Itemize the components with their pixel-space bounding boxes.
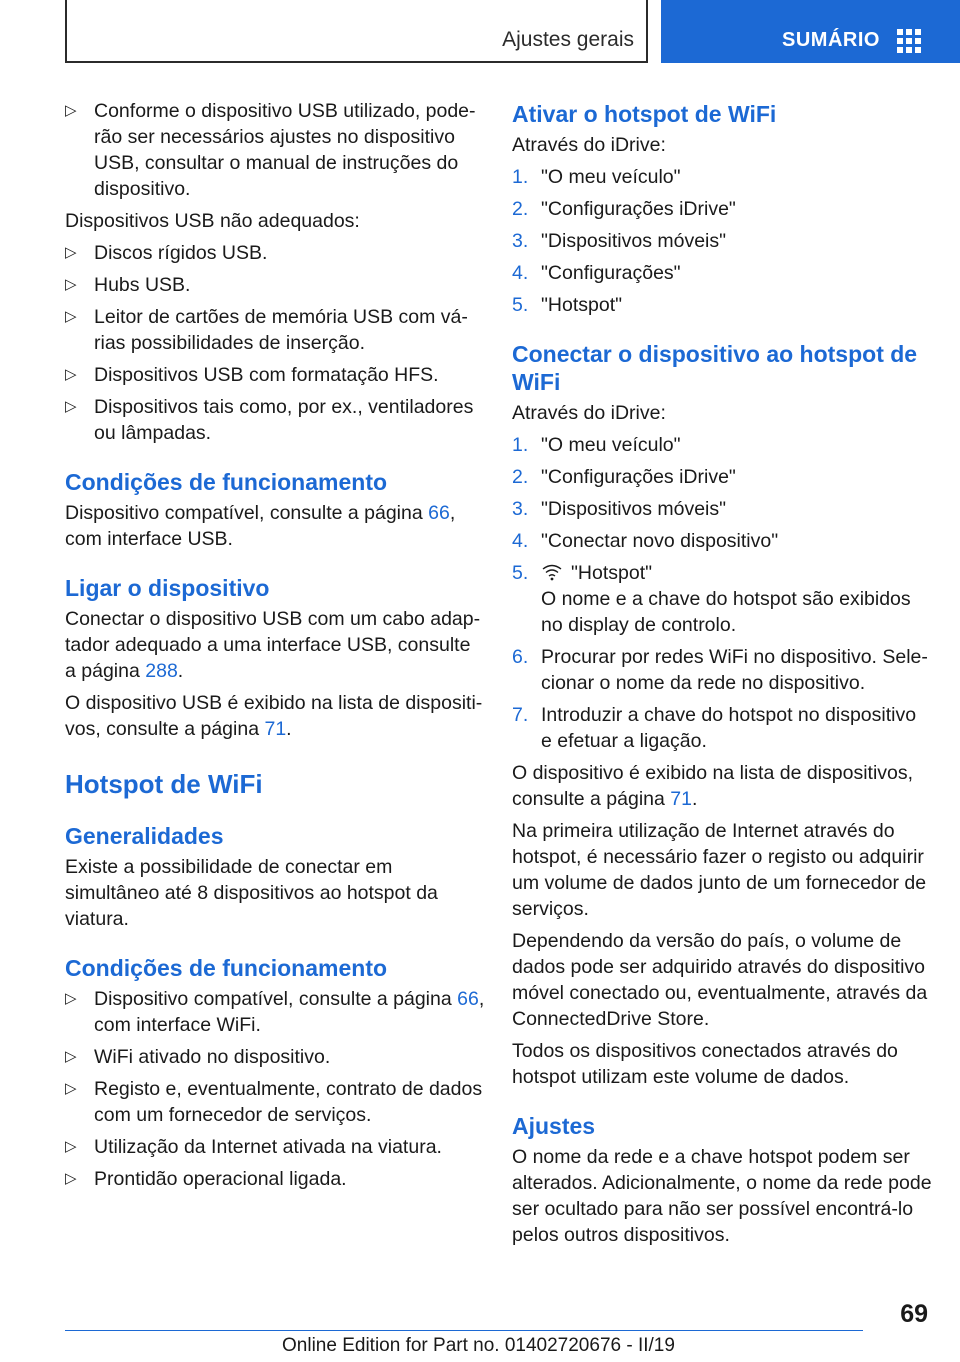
- list-item: 4. "Conectar novo dispositivo": [512, 530, 779, 552]
- bullet-triangle-icon: ▷: [65, 244, 77, 261]
- wifi-conditions-list: [65, 986, 485, 1192]
- step-number: 1.: [512, 166, 529, 188]
- step-number: 1.: [512, 434, 529, 456]
- hotspot-heading: Hotspot de WiFi: [65, 769, 263, 799]
- first-use-text: Na primeira utilização de Internet através do hotspot, é necessário fazer o registo ou adquirir um volume de dados junto de um fornecedor de serviços.: [512, 820, 927, 920]
- connect-hotspot-heading: Conectar o dispositivo ao hotspot de WiFi: [512, 341, 918, 395]
- step-number: 2.: [512, 466, 529, 488]
- left-column: [65, 98, 485, 1198]
- step-number: 4.: [512, 262, 529, 284]
- list-item: ▷ Dispositivos tais como, por ex., ventiladores ou lâmpadas.: [65, 396, 474, 444]
- page-number: 69: [900, 1300, 928, 1328]
- step-number: 3.: [512, 498, 529, 520]
- list-item: ▷ Prontidão operacional ligada.: [65, 1168, 347, 1190]
- page-link-66[interactable]: 66: [457, 988, 479, 1010]
- all-devices-text: Todos os dispositivos conectados através do hotspot utilizam este volume de dados.: [512, 1040, 898, 1088]
- summary-button[interactable]: [661, 0, 960, 63]
- country-text: Dependendo da versão do país, o volume de dados pode ser adquirido através do dispositivo móvel conectado ou, eventualmente, através da ConnectedDrive Store.: [512, 930, 928, 1030]
- list-item: ▷ Conforme o dispositivo USB utilizado, poderão ser necessários ajustes no dispositivo USB, consultar o manual de instruções do dispositivo.: [65, 100, 476, 200]
- page-link-66[interactable]: 66: [428, 502, 450, 524]
- list-item: ▷ Dispositivo compatível, consulte a página 66, com interface WiFi.: [65, 988, 485, 1036]
- settings-heading: Ajustes: [512, 1113, 596, 1139]
- bullet-triangle-icon: ▷: [65, 366, 77, 383]
- step-number: 5.: [512, 562, 529, 584]
- step-number: 3.: [512, 230, 529, 252]
- connect-device-text: Conectar o dispositivo USB com um cabo adaptador adequado a uma interface USB, consulte a página 288.: [65, 608, 481, 682]
- bullet-triangle-icon: ▷: [65, 398, 77, 415]
- page-link-288[interactable]: 288: [145, 660, 178, 682]
- list-item: 2. "Configurações iDrive": [512, 466, 736, 488]
- list-item: 2. "Configurações iDrive": [512, 198, 736, 220]
- page-link-71[interactable]: 71: [670, 788, 692, 810]
- bullet-triangle-icon: ▷: [65, 990, 77, 1007]
- connect-intro: Através do iDrive:: [512, 402, 666, 424]
- list-item: ▷ Registo e, eventualmente, contrato de dados com um fornecedor de serviços.: [65, 1078, 483, 1126]
- wifi-icon: [541, 563, 563, 581]
- list-item: 4. "Configurações": [512, 262, 681, 284]
- list-item: 6. Procurar por redes WiFi no dispositivo. Selecionar o nome da rede no dispositivo.: [512, 646, 928, 694]
- connect-device-heading: Ligar o dispositivo: [65, 575, 270, 601]
- unsuitable-list: [65, 240, 485, 446]
- step5-note: O nome e a chave do hotspot são exibidos no display de controlo.: [541, 588, 911, 636]
- list-item: 1. "O meu veículo": [512, 166, 681, 188]
- bullet-triangle-icon: ▷: [65, 1048, 77, 1065]
- footer-divider: [65, 1330, 863, 1331]
- list-item: 3. "Dispositivos móveis": [512, 498, 727, 520]
- general-heading: Generalidades: [65, 823, 224, 849]
- step-number: 6.: [512, 646, 529, 668]
- usb-displayed-text: O dispositivo USB é exibido na lista de dispositivos, consulte a página 71.: [65, 692, 483, 740]
- step-number: 4.: [512, 530, 529, 552]
- list-item: 3. "Dispositivos móveis": [512, 230, 727, 252]
- conditions-text-usb: Dispositivo compatível, consulte a página 66, com interface USB.: [65, 502, 456, 550]
- list-item: 5. "Hotspot" O nome e a chave do hotspot são exibidos no display de controlo.: [512, 562, 911, 636]
- conditions-heading-wifi: Condições de funcionamento: [65, 955, 388, 981]
- step-number: 5.: [512, 294, 529, 316]
- page-link-71[interactable]: 71: [264, 718, 287, 740]
- list-item: ▷ Utilização da Internet ativada na viatura.: [65, 1136, 442, 1158]
- connect-steps-list: [512, 432, 932, 754]
- list-item: ▷ Hubs USB.: [65, 274, 191, 296]
- general-text: Existe a possibilidade de conectar em simultâneo até 8 dispositivos ao hotspot da viatura.: [65, 856, 438, 930]
- section-title: Ajustes gerais: [502, 28, 634, 51]
- device-shown-text: O dispositivo é exibido na lista de dispositivos, consulte a página 71.: [512, 762, 914, 810]
- grid-icon: [897, 29, 921, 53]
- bullet-triangle-icon: ▷: [65, 308, 77, 325]
- header-section-box: [65, 0, 648, 63]
- top-bullet-list: [65, 98, 485, 202]
- activate-intro: Através do iDrive:: [512, 134, 666, 156]
- conditions-heading-usb: Condições de funcionamento: [65, 469, 388, 495]
- list-item: ▷ WiFi ativado no dispositivo.: [65, 1046, 331, 1068]
- right-column: [512, 98, 932, 1254]
- settings-text: O nome da rede e a chave hotspot podem ser alterados. Adicionalmente, o nome da rede pode ser ocultado para não ser possível encontrá-lo pelos outros dispositivos.: [512, 1146, 932, 1246]
- bullet-triangle-icon: ▷: [65, 1138, 77, 1155]
- list-item: 1. "O meu veículo": [512, 434, 681, 456]
- bullet-triangle-icon: ▷: [65, 1080, 77, 1097]
- bullet-triangle-icon: ▷: [65, 102, 77, 119]
- summary-label: SUMÁRIO: [782, 29, 880, 51]
- activate-hotspot-heading: Ativar o hotspot de WiFi: [512, 101, 777, 127]
- bullet-triangle-icon: ▷: [65, 1170, 77, 1187]
- list-item: 5. "Hotspot": [512, 294, 623, 316]
- bullet-triangle-icon: ▷: [65, 276, 77, 293]
- list-item: ▷ Leitor de cartões de memória USB com várias possibilidades de inserção.: [65, 306, 468, 354]
- list-item: ▷ Dispositivos USB com formatação HFS.: [65, 364, 439, 386]
- activate-steps-list: [512, 164, 932, 318]
- list-item: ▷ Discos rígidos USB.: [65, 242, 268, 264]
- list-item: 7. Introduzir a chave do hotspot no dispositivo e efetuar a ligação.: [512, 704, 917, 752]
- unsuitable-intro: Dispositivos USB não adequados:: [65, 210, 360, 232]
- step-number: 7.: [512, 704, 529, 726]
- step-number: 2.: [512, 198, 529, 220]
- footer-edition: Online Edition for Part no. 01402720676 - II/19: [282, 1335, 675, 1356]
